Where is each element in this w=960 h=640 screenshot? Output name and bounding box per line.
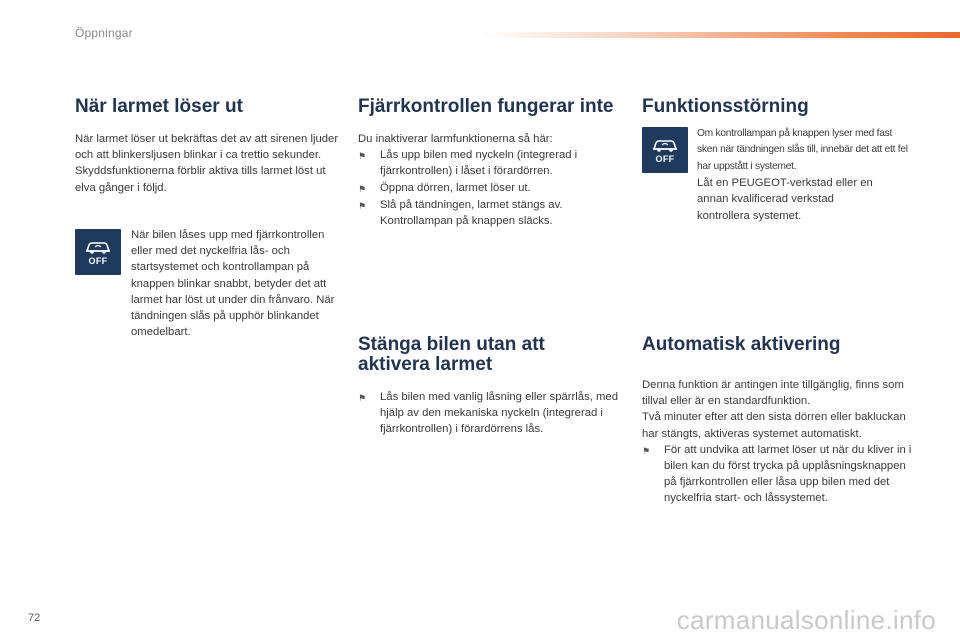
- list-item: [358, 197, 623, 229]
- bullet-flag-icon: ⚑: [358, 200, 367, 211]
- malfunction-text: [697, 126, 912, 224]
- lock-without-alarm-text: [358, 389, 623, 438]
- bullet-flag-icon: ⚑: [358, 183, 367, 194]
- off-label: OFF: [655, 153, 675, 164]
- alarm-off-icon: [642, 127, 688, 173]
- list-item: [358, 147, 623, 179]
- paragraph: Du inaktiverar larmfunktionerna så här:: [358, 133, 553, 145]
- heading-automatic-activation: Automatisk aktivering: [642, 334, 841, 355]
- alarm-triggers-text: [75, 131, 340, 196]
- section-label: Öppningar: [75, 26, 133, 40]
- heading-lock-without-alarm: Stänga bilen utan att aktivera larmet: [358, 334, 545, 375]
- list-item-text: Öppna dörren, larmet löser ut.: [380, 181, 531, 194]
- column-1: [75, 97, 340, 196]
- list-item-text: För att undvika att larmet löser ut när du kliver in i bilen kan du först trycka på upplåsningsknappen på fjärrkontrollen eller låsa upp bilen med det nyckelfria start- och låssystemet.: [664, 443, 912, 505]
- header-accent-bar: [480, 32, 960, 38]
- column-3-bottom: [642, 335, 912, 507]
- car-alarm-icon: [83, 239, 113, 255]
- paragraph: Skyddsfunktionerna förblir aktiva tills larmet löst ut elva gånger i följd.: [75, 165, 326, 194]
- list-item-text: Lås bilen med vanlig låsning eller spärrlås, med hjälp av den mekaniska nyckeln (integrerad i fjärrkontrollen) i förardörrens lås.: [380, 391, 618, 436]
- column-2-bottom: [358, 335, 623, 438]
- heading-alarm-triggers: När larmet löser ut: [75, 96, 243, 117]
- paragraph: När bilen låses upp med fjärrkontrollen eller med det nyckelfria lås- och startsystemet och kontrollampan på knappen blinkar snabbt, betyder det att larmet har löst ut under din frånvaro. När tändningen slås på upphör blinkandet omedelbart.: [131, 229, 335, 339]
- list-item: [642, 442, 912, 507]
- bullet-flag-icon: ⚑: [358, 151, 367, 162]
- list-item: [358, 389, 623, 438]
- page-number: 72: [28, 612, 41, 624]
- paragraph: Om kontrollampan på knappen lyser med fast sken när tändningen slås till, innebär det att ett fel har uppstått i systemet.: [697, 128, 908, 172]
- alarm-off-icon: [75, 229, 121, 275]
- off-label: OFF: [88, 255, 108, 266]
- heading-malfunction: Funktionsstörning: [642, 96, 809, 117]
- heading-remote-not-working: Fjärrkontrollen fungerar inte: [358, 96, 614, 117]
- list-item-text: Lås upp bilen med nyckeln (integrerad i fjärrkontrollen) i låset i förardörren.: [380, 149, 578, 178]
- car-alarm-icon: [650, 137, 680, 153]
- paragraph: Denna funktion är antingen inte tillgänglig, finns som tillval eller är en standardfunktion.: [642, 379, 904, 408]
- paragraph: Låt en PEUGEOT-verkstad eller en annan kvalificerad verkstad kontrollera systemet.: [697, 177, 873, 222]
- watermark: carmanualsonline.info: [676, 605, 936, 635]
- bullet-flag-icon: ⚑: [642, 445, 651, 456]
- paragraph: Två minuter efter att den sista dörren eller bakluckan har stängts, aktiveras systemet automatiskt.: [642, 411, 906, 440]
- list-item: [358, 180, 623, 197]
- alarm-off-text: [131, 227, 341, 340]
- column-2-top: [358, 97, 623, 229]
- paragraph: När larmet löser ut bekräftas det av att sirenen ljuder och att blinkersljusen blinkar i ca trettio sekunder.: [75, 133, 339, 162]
- bullet-flag-icon: ⚑: [358, 393, 367, 403]
- remote-not-working-text: [358, 131, 623, 229]
- column-3-top: [642, 97, 912, 117]
- automatic-activation-text: [642, 377, 912, 507]
- list-item-text: Slå på tändningen, larmet stängs av. Kontrollampan på knappen släcks.: [380, 198, 563, 228]
